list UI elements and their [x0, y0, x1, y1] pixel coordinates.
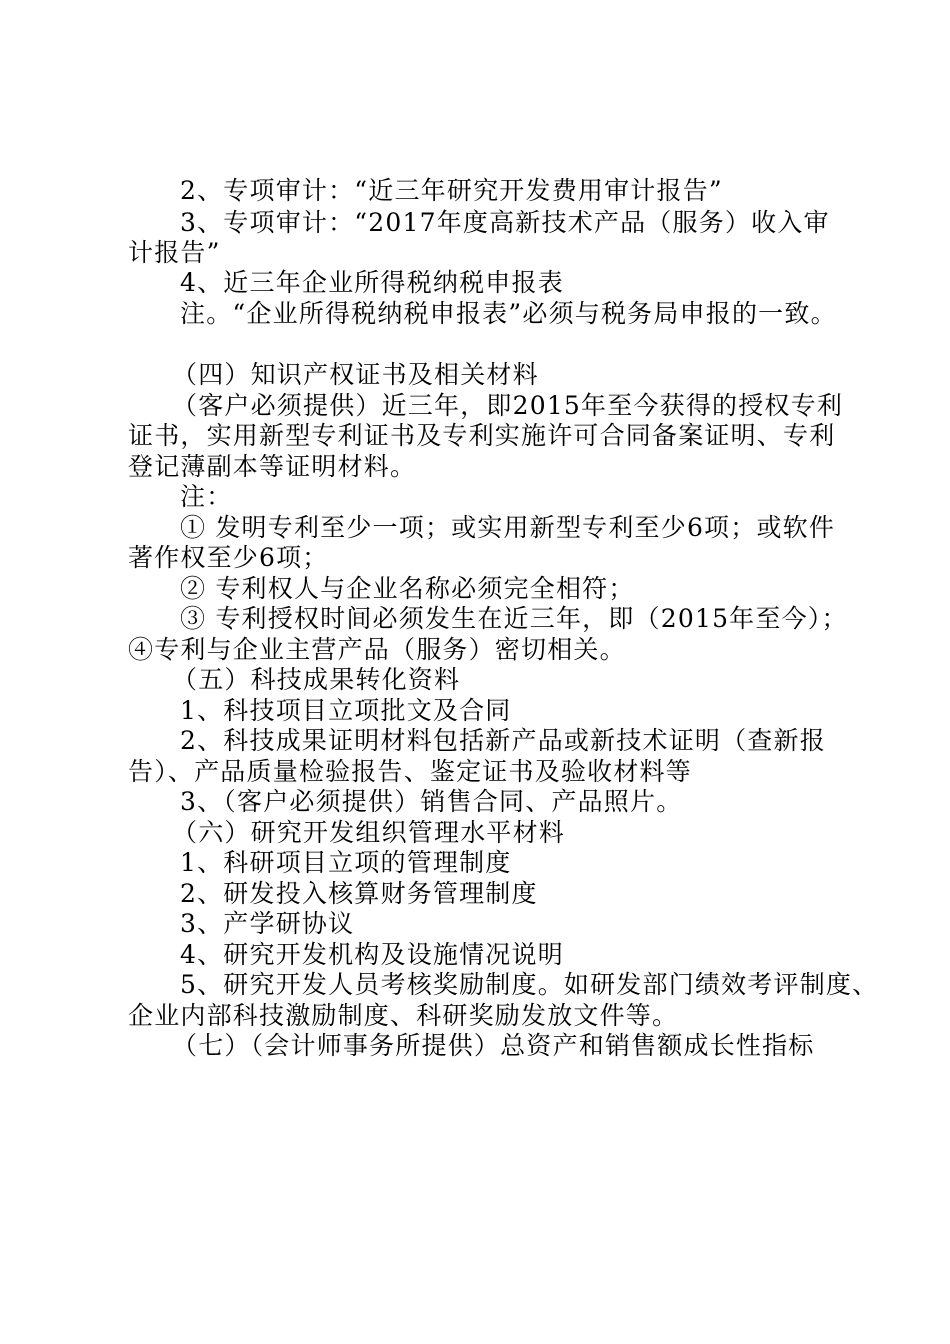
text-line: 4、研究开发机构及设施情况说明 — [180, 940, 564, 969]
section-heading: （五）科技成果转化资料 — [172, 665, 461, 694]
text-line: 企业内部科技激励制度、科研奖励发放文件等。 — [128, 1001, 679, 1030]
text-line: （客户必须提供）近三年，即2015年至今获得的授权专利 — [172, 391, 844, 420]
text-line: 2、研发投入核算财务管理制度 — [180, 879, 538, 908]
text-line: 注。“企业所得税纳税申报表”必须与税务局申报的一致。 — [180, 299, 837, 328]
section-heading: （六）研究开发组织管理水平材料 — [172, 818, 566, 847]
text-line: 5、研究开发人员考核奖励制度。如研发部门绩效考评制度、 — [180, 970, 879, 999]
text-line: 注： — [180, 482, 233, 511]
text-line: 2、科技成果证明材料包括新产品或新技术证明（查新报 — [180, 726, 826, 755]
text-line: ② 专利权人与企业名称必须完全相符； — [180, 574, 635, 603]
text-line: 3、产学研协议 — [180, 909, 355, 938]
text-line: 计报告” — [128, 238, 221, 267]
text-line: ① 发明专利至少一项；或实用新型专利至少6项；或软件 — [180, 513, 836, 542]
text-line: 3、（客户必须提供）销售合同、产品照片。 — [180, 787, 683, 816]
text-line: ③ 专利授权时间必须发生在近三年，即（2015年至今）； — [180, 604, 848, 633]
text-line: 著作权至少6项； — [128, 543, 329, 572]
section-heading: （四）知识产权证书及相关材料 — [172, 360, 539, 389]
text-line: 3、专项审计：“2017年度高新技术产品（服务）收入审 — [180, 208, 830, 237]
text-line: 1、科技项目立项批文及合同 — [180, 696, 512, 725]
text-line: 1、科研项目立项的管理制度 — [180, 848, 512, 877]
section-heading: （七）（会计师事务所提供）总资产和销售额成长性指标 — [172, 1031, 815, 1060]
text-line: 登记薄副本等证明材料。 — [128, 452, 417, 481]
text-line: 告）、产品质量检验报告、鉴定证书及验收材料等 — [128, 757, 692, 786]
text-line: 证书，实用新型专利证书及专利实施许可合同备案证明、专利 — [128, 421, 836, 450]
text-line: 4、近三年企业所得税纳税申报表 — [180, 268, 564, 297]
text-line: ④专利与企业主营产品（服务）密切相关。 — [128, 635, 626, 664]
text-line: 2、专项审计：“近三年研究开发费用审计报告” — [180, 176, 723, 205]
